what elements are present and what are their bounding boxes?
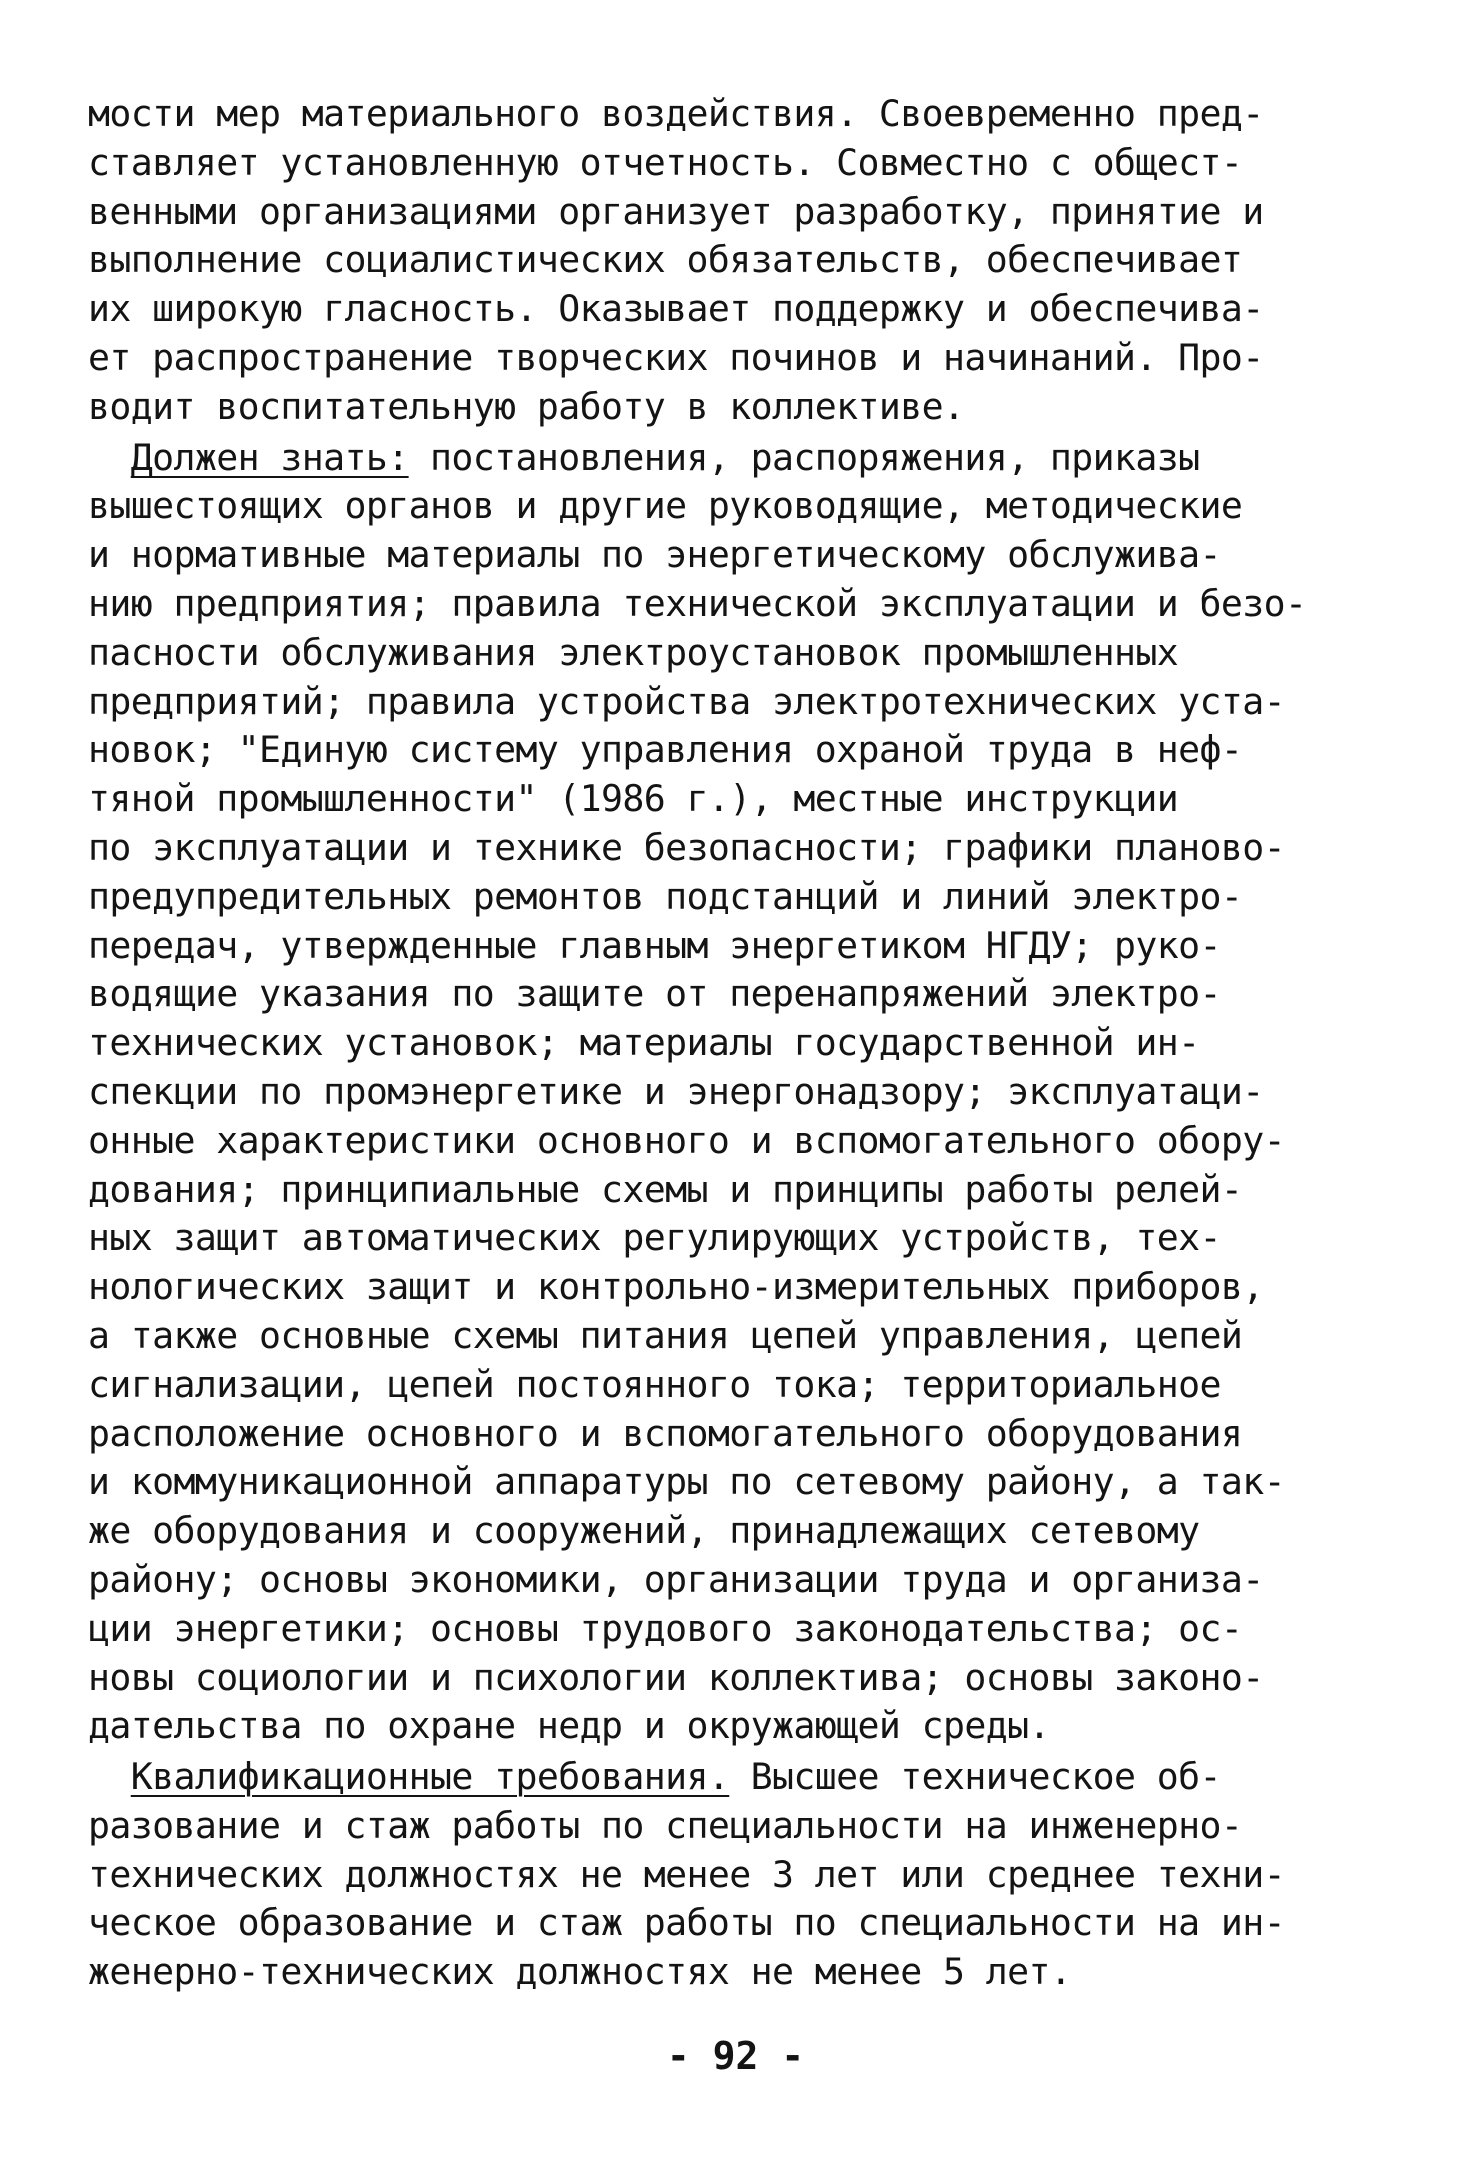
text-line: спекции по промэнергетике и энергонадзору; эксплуатаци-	[88, 1069, 1264, 1113]
text-line: их широкую гласность. Оказывает поддержку и обеспечива-	[88, 287, 1264, 331]
text-line: разование и стаж работы по специальности на инженерно-	[88, 1803, 1243, 1847]
text-line: ческое образование и стаж работы по специальности на ин-	[88, 1901, 1285, 1945]
text-line: технических должностях не менее 3 лет или среднее техни-	[88, 1852, 1285, 1896]
text-line: выполнение социалистических обязательств, обеспечивает	[88, 238, 1243, 282]
text-line: водящие указания по защите от перенапряжений электро-	[88, 972, 1221, 1016]
text-line: мости мер материального воздействия. Своевременно пред-	[88, 92, 1264, 135]
text-line: району; основы экономики, организации труда и организа-	[88, 1557, 1264, 1601]
text-line: передач, утвержденные главным энергетиком НГДУ; руко-	[88, 923, 1221, 967]
text-line: ции энергетики; основы трудового законодательства; ос-	[88, 1606, 1243, 1650]
paragraph-qualification-requirements	[88, 1753, 1388, 1997]
text-line: тяной промышленности" (1986 г.), местные инструкции	[88, 777, 1179, 821]
text-line: ных защит автоматических регулирующих устройств, тех-	[88, 1216, 1221, 1260]
text-line: дования; принципиальные схемы и принципы работы релей-	[88, 1167, 1243, 1211]
text-line: новы социологии и психологии коллектива; основы законо-	[88, 1655, 1264, 1699]
text-line: новок; "Единую систему управления охраной труда в неф-	[88, 728, 1243, 772]
text-line: же оборудования и сооружений, принадлежащих сетевому	[88, 1509, 1200, 1553]
text-line: дательства по охране недр и окружающей среды.	[88, 1704, 1050, 1748]
page-number: - 92 -	[666, 2034, 805, 2078]
text-line: водит воспитательную работу в коллективе.	[88, 384, 965, 428]
section-heading-must-know: Должен знать:	[130, 435, 409, 479]
text-line: а также основные схемы питания цепей управления, цепей	[88, 1313, 1243, 1357]
text-line: и коммуникационной аппаратуры по сетевому району, а так-	[88, 1460, 1285, 1504]
text-line: технических установок; материалы государственной ин-	[88, 1021, 1200, 1065]
text-line: нологических защит и контрольно-измерительных приборов,	[88, 1265, 1264, 1309]
text-line: пасности обслуживания электроустановок промышленных	[88, 630, 1179, 674]
text-line: онные характеристики основного и вспомогательного обору-	[88, 1118, 1285, 1162]
text-line: предупредительных ремонтов подстанций и линий электро-	[88, 874, 1243, 918]
section-heading-qualification: Квалификационные требования.	[130, 1755, 730, 1799]
text-line: по эксплуатации и технике безопасности; графики планово-	[88, 825, 1285, 869]
text-line: предприятий; правила устройства электротехнических уста-	[88, 679, 1285, 723]
text-line: ставляет установленную отчетность. Совместно с общест-	[88, 140, 1243, 184]
document-page	[88, 90, 1388, 1997]
text-fragment: Высшее техническое об-	[729, 1755, 1221, 1799]
text-fragment: постановления, распоряжения, приказы	[408, 435, 1200, 479]
paragraph-must-know	[88, 434, 1388, 1752]
text-line: женерно-технических должностях не менее 5 лет.	[88, 1950, 1072, 1994]
text-line: и нормативные материалы по энергетическому обслужива-	[88, 533, 1221, 577]
text-line: сигнализации, цепей постоянного тока; территориальное	[88, 1362, 1221, 1406]
text-line	[88, 1753, 1388, 1802]
text-line: ет распространение творческих починов и начинаний. Про-	[88, 335, 1264, 379]
text-line	[88, 434, 1388, 483]
paragraph-duties-continuation	[88, 90, 1388, 432]
text-line: венными организациями организует разработку, принятие и	[88, 189, 1264, 233]
text-line: вышестоящих органов и другие руководящие, методические	[88, 484, 1243, 528]
text-line: расположение основного и вспомогательного оборудования	[88, 1411, 1243, 1455]
text-line: нию предприятия; правила технической эксплуатации и безо-	[88, 581, 1307, 625]
